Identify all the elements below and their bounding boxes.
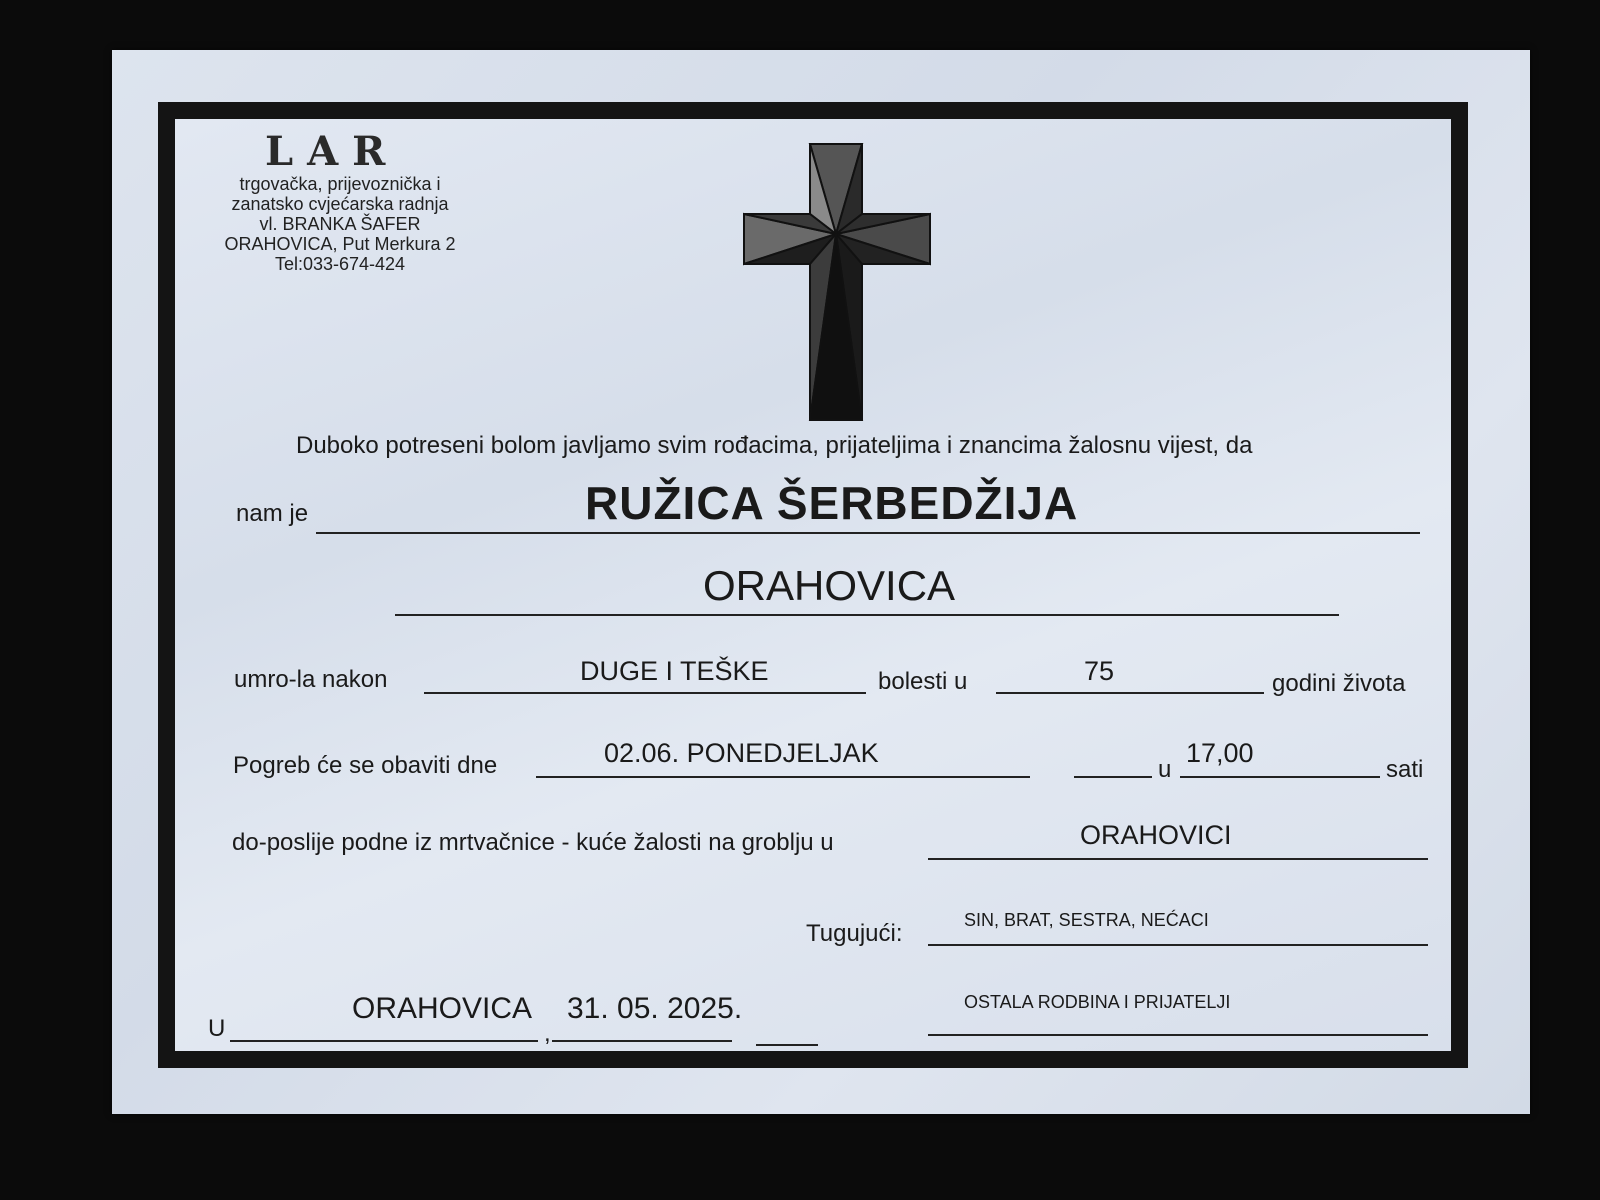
signature-date: 31. 05. 2025. [567, 992, 743, 1025]
company-line-1: trgovačka, prijevoznička i [239, 174, 441, 194]
illness-value: DUGE I TEŠKE [580, 656, 769, 686]
funeral-time: 17,00 [1186, 738, 1254, 768]
signature-year-underline [756, 1044, 818, 1046]
residence-place: ORAHOVICA [703, 562, 956, 609]
funeral-at-label: u [1158, 756, 1172, 783]
hours-label: sati [1386, 756, 1424, 783]
funeral-time-underline [1180, 776, 1380, 778]
mourners-underline-2 [928, 1034, 1428, 1036]
intro-text: Duboko potreseni bolom javljamo svim rođacima, prijateljima i znancima žalosnu vijest, da [296, 432, 1253, 459]
signature-place: ORAHOVICA [352, 992, 533, 1025]
name-label: nam je [236, 500, 309, 527]
cemetery-value: ORAHOVICI [1080, 820, 1232, 850]
signature-u-label: U [208, 1015, 226, 1042]
cemetery-label: do-poslije podne iz mrtvačnice - kuće žalosti na groblju u [232, 829, 834, 856]
mourners-line-1: SIN, BRAT, SESTRA, NEĆACI [964, 910, 1209, 930]
illness-label: bolesti u [878, 668, 968, 695]
funeral-date-underline [536, 776, 1030, 778]
place-underline [395, 614, 1339, 616]
company-phone: Tel:033-674-424 [274, 254, 406, 274]
year-of-life-label: godini života [1272, 670, 1406, 697]
signature-comma: , [544, 1020, 551, 1047]
illness-underline [424, 692, 866, 694]
company-logo: LAR [265, 128, 400, 175]
company-address: ORAHOVICA, Put Merkura 2 [224, 234, 456, 254]
cross-icon [742, 142, 932, 427]
company-line-2: zanatsko cvjećarska radnja [231, 194, 449, 214]
died-after-label: umro-la nakon [234, 666, 388, 693]
name-underline [316, 532, 1420, 534]
funeral-label: Pogreb će se obaviti dne [233, 752, 498, 779]
signature-date-underline [552, 1040, 732, 1042]
mourners-underline-1 [928, 944, 1428, 946]
signature-place-underline [230, 1040, 538, 1042]
funeral-blank-underline [1074, 776, 1152, 778]
cemetery-underline [928, 858, 1428, 860]
age-value: 75 [1084, 656, 1115, 686]
age-underline [996, 692, 1264, 694]
mourners-line-2: OSTALA RODBINA I PRIJATELJI [964, 992, 1231, 1012]
mourners-label: Tugujući: [806, 920, 903, 947]
deceased-name: RUŽICA ŠERBEDŽIJA [585, 477, 1079, 529]
company-owner: vl. BRANKA ŠAFER [259, 214, 421, 234]
funeral-date: 02.06. PONEDJELJAK [604, 738, 879, 768]
